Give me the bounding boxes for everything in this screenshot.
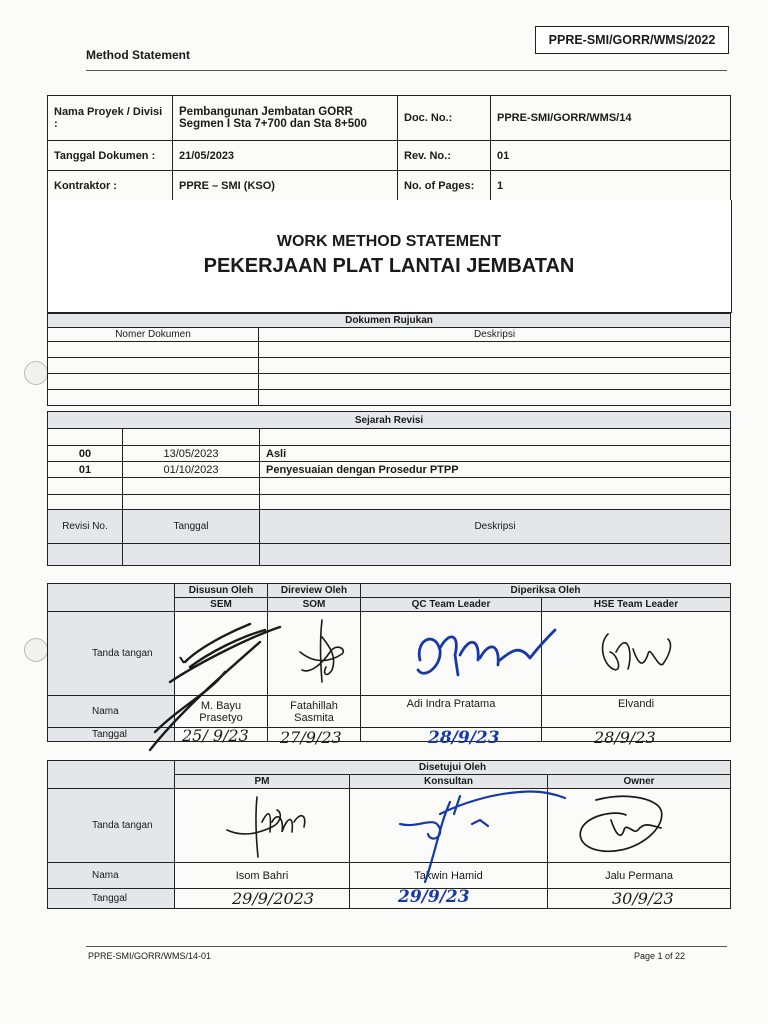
rev-empty-cell [48, 544, 123, 566]
rev-empty-cell [260, 429, 731, 446]
rev-col-desc: Deskripsi [260, 510, 731, 544]
docno-value: PPRE-SMI/GORR/WMS/14 [491, 96, 731, 141]
revision-description: Penyesuaian dengan Prosedur PTPP [260, 462, 731, 478]
revision-heading: Sejarah Revisi [48, 412, 731, 429]
handwritten-date-sem: 25/ 9/23 [182, 726, 249, 745]
contractor-value: PPRE – SMI (KSO) [173, 171, 398, 201]
revision-number: 01 [48, 462, 123, 478]
signature-row-label: Tanda tangan [48, 789, 175, 863]
role-sem: SEM [175, 598, 268, 612]
role-hse-team-leader: HSE Team Leader [542, 598, 731, 612]
role-consultant: Konsultan [350, 775, 548, 789]
ref-empty-cell [259, 358, 731, 374]
ref-col-number: Nomer Dokumen [48, 328, 259, 342]
section-title: Method Statement [86, 48, 191, 62]
name-pm: Isom Bahri [175, 863, 350, 889]
rev-value: 01 [491, 141, 731, 171]
ref-empty-cell [48, 342, 259, 358]
signature-cell-hse [542, 612, 731, 696]
docno-label: Doc. No.: [398, 96, 491, 141]
document-info-table [47, 95, 731, 201]
ref-empty-cell [48, 358, 259, 374]
signature-cell-qc [361, 612, 542, 696]
revision-date: 13/05/2023 [123, 446, 260, 462]
ref-empty-cell [259, 342, 731, 358]
role-som: SOM [268, 598, 361, 612]
ref-empty-cell [48, 374, 259, 390]
title-line-2: PEKERJAAN PLAT LANTAI JEMBATAN [203, 255, 575, 277]
punch-hole [24, 361, 48, 385]
project-label: Nama Proyek / Divisi : [48, 96, 173, 141]
name-hse: Elvandi [542, 696, 731, 728]
name-qc: Adi Indra Pratama [361, 696, 542, 728]
rev-empty-cell [123, 495, 260, 510]
name-consultant: Takwin Hamid [350, 863, 548, 889]
pages-label: No. of Pages: [398, 171, 491, 201]
name-row-label: Nama [48, 863, 175, 889]
references-table [47, 313, 731, 406]
signature-cell-sem [175, 612, 268, 696]
name-som: Fatahillah Sasmita [268, 696, 361, 728]
rev-empty-cell [123, 429, 260, 446]
signature-cell-consultant [350, 789, 548, 863]
header-divider [86, 70, 727, 71]
handwritten-date-pm: 29/9/2023 [232, 889, 315, 908]
revision-number: 00 [48, 446, 123, 462]
revision-description: Asli [260, 446, 731, 462]
handwritten-date-hse: 28/9/23 [594, 728, 656, 747]
signature-row-label: Tanda tangan [48, 612, 175, 696]
prepared-by-heading: Disusun Oleh [175, 584, 268, 598]
reviewed-by-heading: Direview Oleh [268, 584, 361, 598]
document-code-box: PPRE-SMI/GORR/WMS/2022 [535, 26, 729, 54]
approval-corner-cell [48, 584, 175, 612]
approval-corner-cell [48, 761, 175, 789]
rev-empty-cell [260, 544, 731, 566]
handwritten-date-qc: 28/9/23 [428, 728, 500, 748]
name-owner: Jalu Permana [548, 863, 731, 889]
handwritten-date-consultant: 29/9/23 [398, 887, 470, 907]
revision-row [48, 446, 731, 462]
role-pm: PM [175, 775, 350, 789]
signature-cell-owner [548, 789, 731, 863]
rev-empty-cell [123, 544, 260, 566]
approval-table-approved [47, 760, 731, 909]
rev-label: Rev. No.: [398, 141, 491, 171]
revision-history-table [47, 411, 731, 566]
ref-empty-cell [259, 390, 731, 406]
punch-hole [24, 638, 48, 662]
checked-by-heading: Diperiksa Oleh [361, 584, 731, 598]
handwritten-date-som: 27/9/23 [280, 728, 342, 747]
date-row-label: Tanggal [48, 889, 175, 909]
rev-empty-cell [123, 478, 260, 495]
revision-row [48, 462, 731, 478]
references-heading: Dokumen Rujukan [48, 314, 731, 328]
signature-cell-som [268, 612, 361, 696]
rev-col-number: Revisi No. [48, 510, 123, 544]
name-sem: M. Bayu Prasetyo [175, 696, 268, 728]
rev-empty-cell [260, 478, 731, 495]
role-owner: Owner [548, 775, 731, 789]
date-value: 21/05/2023 [173, 141, 398, 171]
approval-table-prepared [47, 583, 731, 742]
pages-value: 1 [491, 171, 731, 201]
ref-col-desc: Deskripsi [259, 328, 731, 342]
contractor-label: Kontraktor : [48, 171, 173, 201]
rev-empty-cell [48, 429, 123, 446]
footer-document-code: PPRE-SMI/GORR/WMS/14-01 [88, 951, 212, 961]
date-label: Tanggal Dokumen : [48, 141, 173, 171]
ref-empty-cell [48, 390, 259, 406]
project-value: Pembangunan Jembatan GORR Segmen I Sta 7+700 dan Sta 8+500 [173, 96, 398, 141]
footer-page-number: Page 1 of 22 [634, 951, 686, 961]
rev-empty-cell [48, 495, 123, 510]
ref-empty-cell [259, 374, 731, 390]
approved-by-heading: Disetujui Oleh [175, 761, 731, 775]
handwritten-date-owner: 30/9/23 [612, 889, 674, 908]
revision-date: 01/10/2023 [123, 462, 260, 478]
footer-divider [86, 946, 727, 947]
rev-col-date: Tanggal [123, 510, 260, 544]
role-qc-team-leader: QC Team Leader [361, 598, 542, 612]
name-row-label: Nama [48, 696, 175, 728]
rev-empty-cell [48, 478, 123, 495]
signature-cell-pm [175, 789, 350, 863]
title-line-1: WORK METHOD STATEMENT [276, 233, 502, 250]
date-row-label: Tanggal [48, 728, 175, 742]
rev-empty-cell [260, 495, 731, 510]
